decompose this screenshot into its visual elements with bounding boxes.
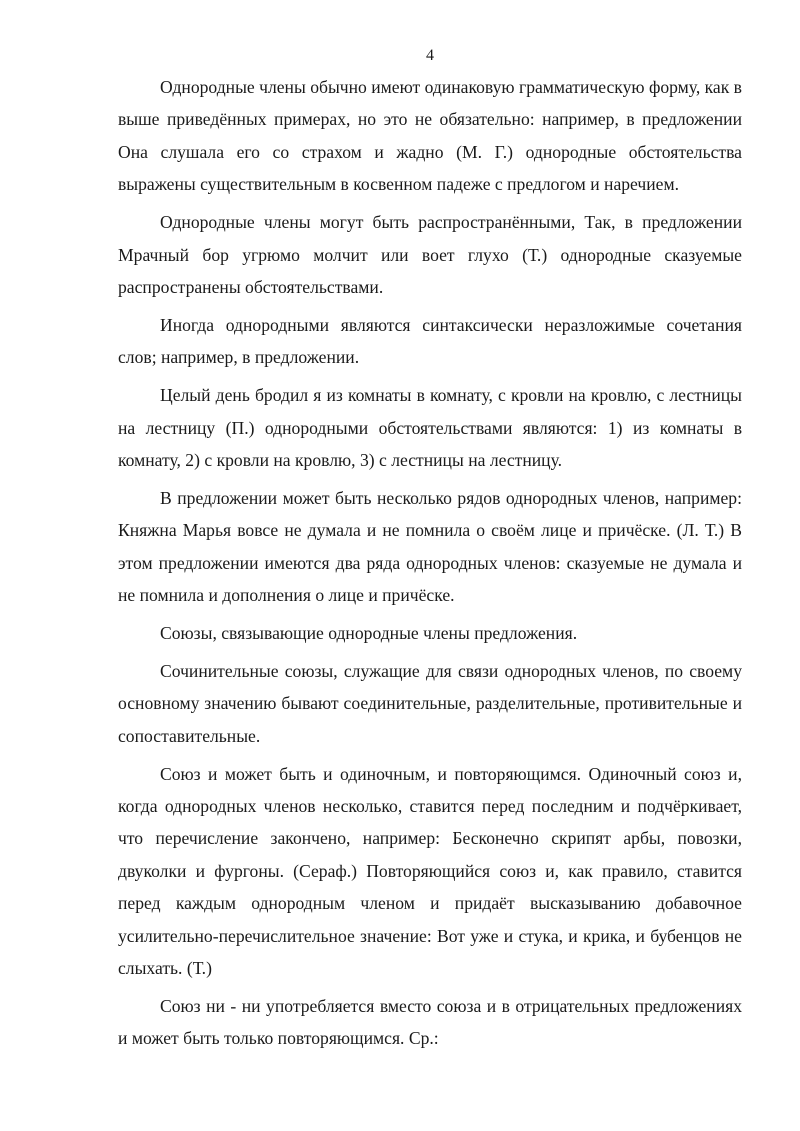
paragraph-example-circumstances: Целый день бродил я из комнаты в комнату, с кровли на кровлю, с лестницы на лестницу (П.) однородными обстоятельствами являются: 1) из комнаты в комнату, 2) с кровли на кровлю, 3) с лестницы на лестницу. — [118, 385, 742, 470]
document-body — [118, 71, 742, 1055]
page-number: 4 — [426, 47, 434, 64]
paragraph-homogeneous-forms: Однородные члены обычно имеют одинаковую грамматическую форму, как в выше приведённых примерах, но это не обязательно: например, в предложении Она слушала его со страхом и жадно (М. Г.) однородные обстоятельства выражены существительным в косвенном падеже с предлогом и наречием. — [118, 77, 742, 195]
paragraph-indivisible-combinations: Иногда однородными являются синтаксически неразложимые сочетания слов; например, в предложении. — [118, 314, 742, 368]
paragraph-coordinating-conjunctions: Сочинительные союзы, служащие для связи однородных членов, по своему основному значению бывают соединительные, разделительные, противительные и сопоставительные. — [118, 660, 742, 746]
paragraph-several-rows: В предложении может быть несколько рядов однородных членов, например: Княжна Марья вовсе не думала и не помнила о своём лице и причёске. (Л. Т.) В этом предложении имеются два ряда однородных членов: сказуемые не думала и не помнила и дополнения о лице и причёске. — [118, 487, 742, 606]
paragraph-extended-members: Однородные члены могут быть распространёнными, Так, в предложении Мрачный бор угрюмо молчит или воет глухо (Т.) однородные сказуемые распространены обстоятельствами. — [118, 212, 742, 297]
paragraph-section-heading: Союзы, связывающие однородные члены предложения. — [160, 623, 578, 643]
paragraph-conjunction-ni: Союз ни - ни употребляется вместо союза и в отрицательных предложениях и может быть только повторяющимся. Ср.: — [118, 995, 742, 1049]
paragraph-conjunction-i: Союз и может быть и одиночным, и повторяющимся. Одиночный союз и, когда однородных членов несколько, ставится перед последним и подчёркивает, что перечисление закончено, например: Бесконечно скрипят арбы, повозки, двуколки и фургоны. (Сераф.) Повторяющийся союз и, как правило, ставится перед каждым однородным членом и придаёт высказыванию добавочное усилительно-перечислительное значение: Вот уже и стука, и крика, и бубенцов не слыхать. (Т.) — [118, 763, 742, 979]
